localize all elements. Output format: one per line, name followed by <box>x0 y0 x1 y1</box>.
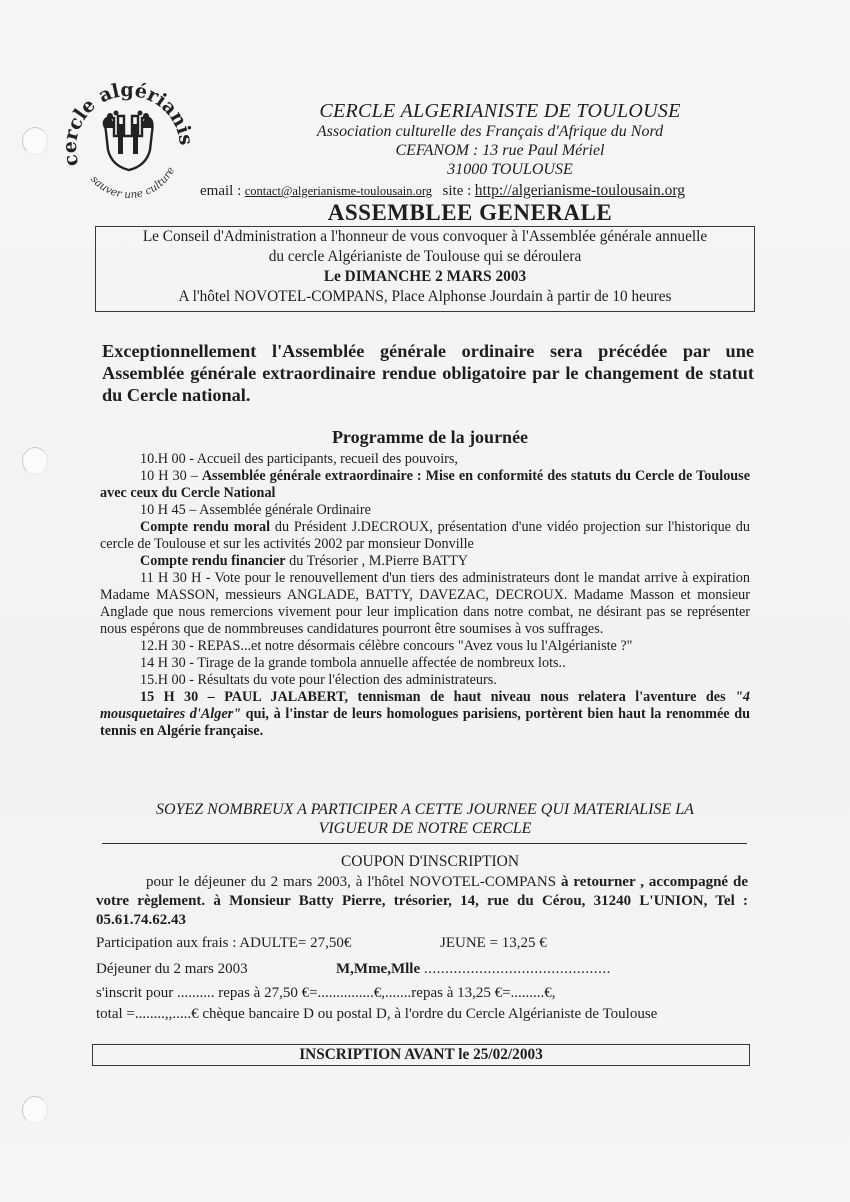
youth-fee: JEUNE = 13,25 € <box>440 935 547 951</box>
divider <box>102 843 747 844</box>
extraordinary-notice: Exceptionnellement l'Assemblée générale ordinaire sera précédée par une Assemblée générale extraordinaire rendue obligatoire par le changement de statut du Cercle national. <box>102 341 754 405</box>
meeting-date: Le DIMANCHE 2 MARS 2003 <box>323 268 527 285</box>
email-label: email : <box>200 183 242 199</box>
logo-ring-text-bottom: sauver une culture <box>88 165 178 202</box>
convocation-line: du cercle Algérianiste de Toulouse qui se déroulera <box>268 248 582 265</box>
email-link[interactable]: contact@algerianisme-toulousain.org <box>244 184 433 198</box>
page-title: ASSEMBLEE GENERALE <box>327 200 613 225</box>
programme-item: 12.H 30 - REPAS...et notre désormais célèbre concours "Avez vous lu l'Algérianiste ?" <box>140 638 633 654</box>
programme-item: 10.H 00 - Accueil des participants, recueil des pouvoirs, <box>140 451 458 467</box>
civility-label: M,Mme,Mlle <box>336 961 421 977</box>
registration-row[interactable]: s'inscrit pour .......... repas à 27,50 €=...............€,.......repas à 13,25 €=.........€, <box>96 985 556 1001</box>
call-to-action <box>100 800 750 838</box>
organization-address: CEFANOM : 13 rue Paul Mériel <box>395 142 605 159</box>
call-to-action-line: VIGUEUR DE NOTRE CERCLE <box>318 820 532 837</box>
convocation-line: Le Conseil d'Administration a l'honneur de vous convoquer à l'Assemblée générale annuelle <box>142 228 708 245</box>
call-to-action-line: SOYEZ NOMBREUX A PARTICIPER A CETTE JOURNEE QUI MATERIALISE LA <box>156 801 694 818</box>
programme-item: 10 H 30 – Assemblée générale extraordinaire : Mise en conformité des statuts du Cercle de Toulouse avec ceux du Cercle National <box>100 468 750 501</box>
programme-item: Compte rendu financier du Trésorier , M.Pierre BATTY <box>140 553 469 569</box>
convocation-box <box>95 226 755 312</box>
programme-title: Programme de la journée <box>331 427 529 447</box>
total-row[interactable]: total =........,,.....€ chèque bancaire D ou postal D, à l'ordre du Cercle Algérianiste de Toulouse <box>96 1006 658 1022</box>
lunch-row <box>96 961 611 978</box>
programme-item: 11 H 30 H - Vote pour le renouvellement d'un tiers des administrateurs dont le mandat arrive à expiration Madame MASSON, messieurs ANGLADE, BATTY, DAVEZAC, DECROUX. Madame Masson et monsieur Anglade que nous remercions vivement pour leur implication dans notre combat, ne désirant pas se représenter nous espérons que de nommbreuses candidatures pourront être soumises à vos suffrages. <box>100 570 750 637</box>
fees-row <box>96 935 547 952</box>
coupon-return-address: à retourner , accompagné de votre règlement. à Monsieur Batty Pierre, trésorier, 14, rue du Cérou, 31240 L'UNION, Tel : 05.61.74.62.43 <box>96 874 748 928</box>
programme-item: 15 H 30 – PAUL JALABERT, tennisman de haut niveau nous relatera l'aventure des "4 mousquetaires d'Alger" qui, à l'instar de leurs homologues parisiens, portèrent bien haut la renommée du tennis en Algérie française. <box>100 689 751 739</box>
punch-hole <box>22 127 48 155</box>
name-field[interactable]: ............................................ <box>423 961 611 977</box>
lunch-label: Déjeuner du 2 mars 2003 <box>96 961 248 977</box>
programme-item: 15.H 00 - Résultats du vote pour l'élection des administrateurs. <box>140 672 497 688</box>
coupon-intro-text: pour le déjeuner du 2 mars 2003, à l'hôtel NOVOTEL-COMPANS <box>146 874 561 890</box>
programme-item: 10 H 45 – Assemblée générale Ordinaire <box>140 502 371 518</box>
logo-ring-text-top: cercle algérianis <box>58 78 198 169</box>
programme-item: Compte rendu moral du Président J.DECROUX, présentation d'une vidéo projection sur l'historique du cercle de Toulouse et sur les activités 2002 par monsieur Donville <box>100 519 750 552</box>
programme-list <box>100 451 750 740</box>
association-logo <box>58 76 198 208</box>
meeting-location: A l'hôtel NOVOTEL-COMPANS, Place Alphonse Jourdain à partir de 10 heures <box>178 288 672 305</box>
hand-emblem-icon <box>58 76 198 208</box>
punch-hole <box>22 447 48 475</box>
organization-city: 31000 TOULOUSE <box>447 161 573 178</box>
contact-line <box>200 182 760 200</box>
coupon-title: COUPON D'INSCRIPTION <box>340 853 520 870</box>
organization-subtitle: Association culturelle des Français d'Afrique du Nord <box>316 123 664 140</box>
adult-fee: Participation aux frais : ADULTE= 27,50€ <box>96 935 352 951</box>
svg-text:cercle algérianiste <box>58 76 197 168</box>
deadline-box: INSCRIPTION AVANT le 25/02/2003 <box>92 1044 750 1066</box>
programme-item: 14 H 30 - Tirage de la grande tombola annuelle affectée de nombreux lots.. <box>140 655 566 671</box>
site-label: site : <box>442 183 472 199</box>
punch-hole <box>22 1096 48 1124</box>
coupon-intro <box>96 873 748 930</box>
website-link[interactable]: http://algerianisme-toulousain.org <box>474 182 685 199</box>
organization-name: CERCLE ALGERIANISTE DE TOULOUSE <box>319 100 681 122</box>
